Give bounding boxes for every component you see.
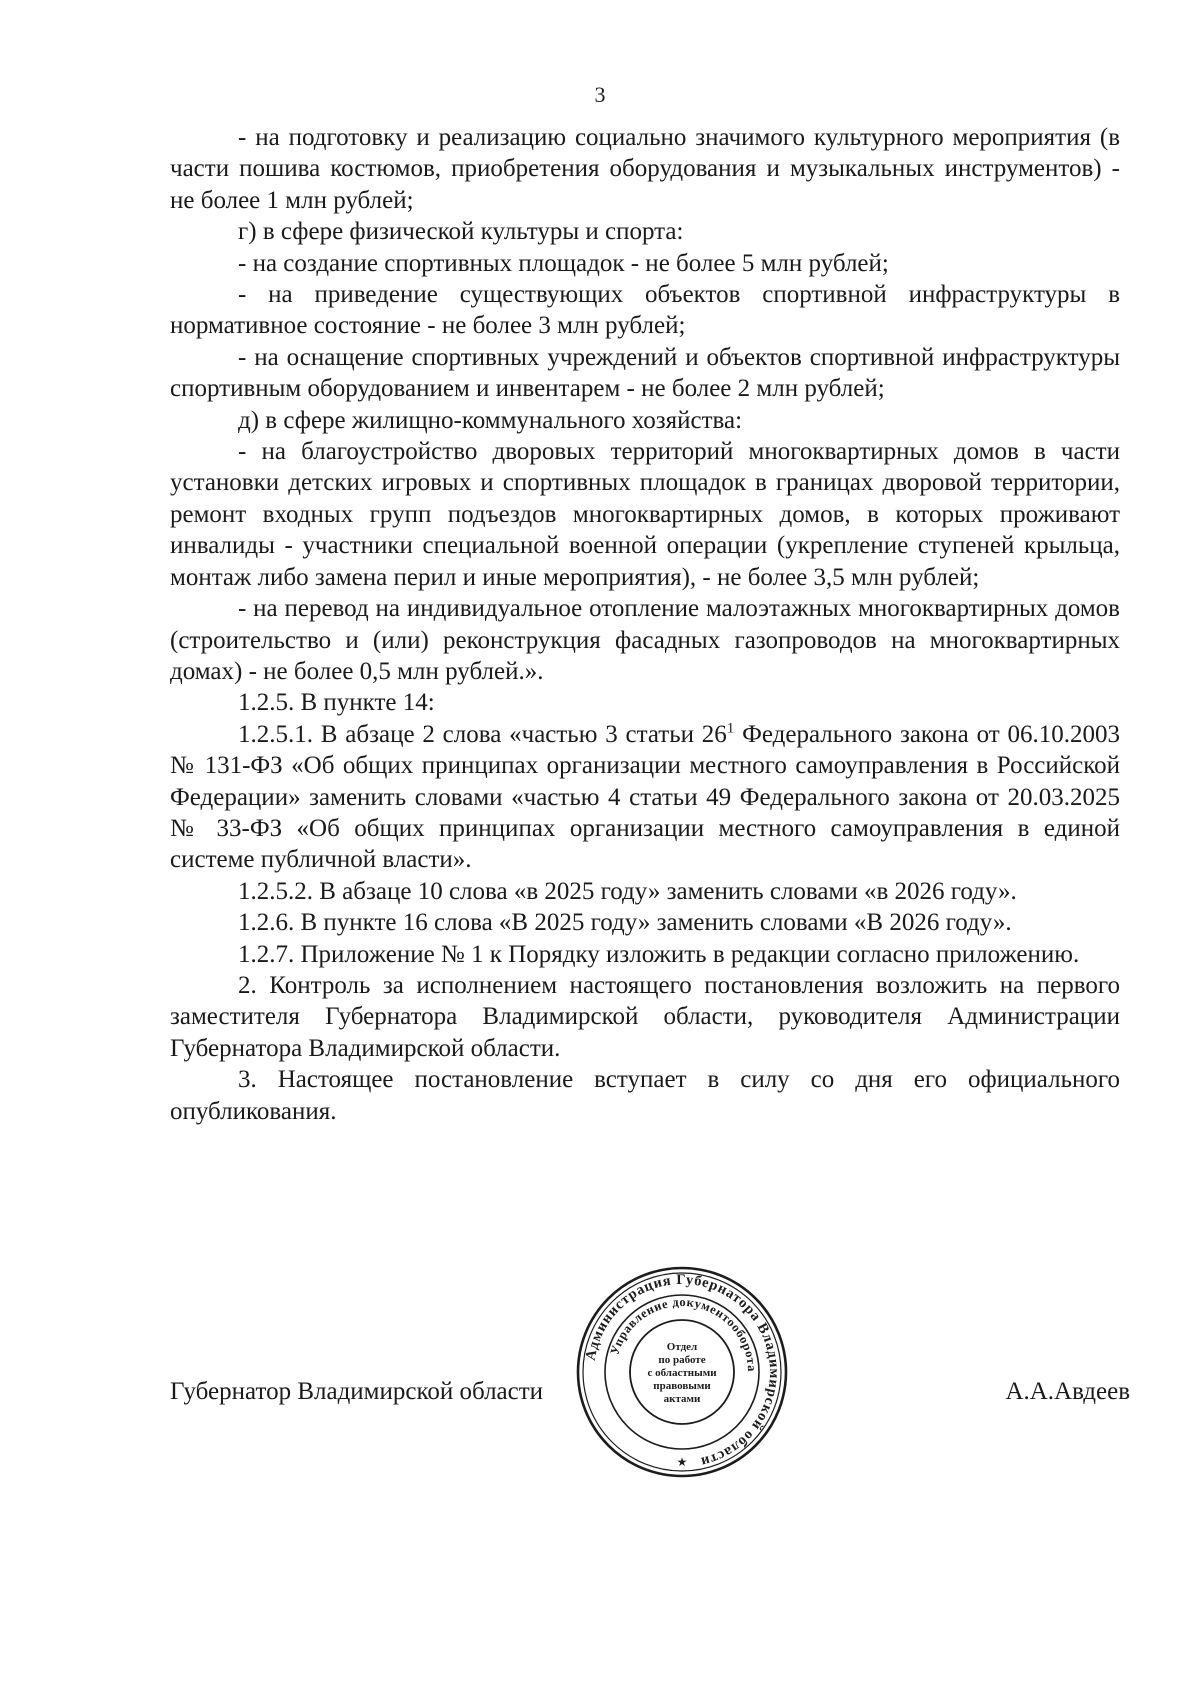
paragraph-sport-grounds: - на создание спортивных площадок - не более 5 млн рублей; [238, 249, 889, 277]
paragraph-sport-equipment: - на оснащение спортивных учреждений и объектов спортивной инфраструктуры спортивным оборудованием и инвентарем - не более 2 млн рублей; [170, 343, 1120, 403]
signer-title: Губернатор Владимирской области [170, 1378, 544, 1405]
official-seal [572, 1262, 792, 1482]
paragraph-1-2-7: 1.2.7. Приложение № 1 к Порядку изложить в редакции согласно приложению. [238, 940, 1080, 968]
paragraph-1-2-5: 1.2.5. В пункте 14: [238, 689, 435, 717]
seal-center-line: актами [663, 1393, 701, 1405]
paragraph-1-2-5-1-start: 1.2.5.1. В абзаце 2 слова «частью 3 статьи 26 [238, 720, 727, 748]
seal-center-line: Отдел [666, 1341, 698, 1353]
signer-name: А.А.Авдеев [1005, 1378, 1130, 1405]
paragraph-housing-heading: д) в сфере жилищно-коммунального хозяйства: [238, 406, 743, 434]
paragraph-sport-heading: г) в сфере физической культуры и спорта: [238, 218, 684, 246]
superscript-marker: 1 [726, 720, 735, 737]
seal-center-line: по работе [658, 1354, 706, 1366]
seal-center-line: правовыми [653, 1380, 711, 1392]
paragraph-effective-date: 3. Настоящее постановление вступает в силу со дня его официального опубликования. [170, 1066, 1120, 1125]
paragraph-yard-improvement: - на благоустройство дворовых территорий многоквартирных домов в части установки детских игровых и спортивных площадок в границах дворовой территории, ремонт входных групп подъездов многоквартирных домов, в которых проживают инвалиды - участники специальной военной операции (укрепление ступеней крыльца, монтаж либо замена перил и иные мероприятия), - не более 3,5 млн рублей; [170, 438, 1120, 591]
seal-star-icon: ★ [676, 1455, 688, 1469]
paragraph-individual-heating: - на перевод на индивидуальное отопление малоэтажных многоквартирных домов (строительство и (или) реконструкция фасадных газопроводов на многоквартирных домах) - не более 0,5 млн рублей.». [170, 595, 1120, 685]
document-body [170, 122, 1120, 1127]
seal-outer-text: Администрация Губернатора Владимирской области [582, 1271, 783, 1470]
seal-center-line: с областными [647, 1367, 717, 1379]
paragraph-1-2-5-2: 1.2.5.2. В абзаце 10 слова «в 2025 году» заменить словами «в 2026 году». [238, 877, 1017, 905]
paragraph-cultural-event: - на подготовку и реализацию социально значимого культурного мероприятия (в части пошива костюмов, приобретения оборудования и музыкальных инструментов) - не более 1 млн рублей; [170, 124, 1120, 214]
paragraph-1-2-6: 1.2.6. В пункте 16 слова «В 2025 году» заменить словами «В 2026 году». [238, 909, 1012, 937]
page-number: 3 [594, 82, 606, 107]
paragraph-1-2-5-1-end: Федерального закона от 06.10.2003 № 131-ФЗ «Об общих принципах организации местного самоуправления в Российской Федерации» заменить словами «частью 4 статьи 49 Федерального закона от 20.03.2025 № 33-ФЗ «Об общих принципах организации местного самоуправления в единой системе публичной власти». [170, 720, 1120, 874]
paragraph-control: 2. Контроль за исполнением настоящего постановления возложить на первого заместителя Губернатора Владимирской области, руководителя Администрации Губернатора Владимирской области. [170, 971, 1120, 1062]
paragraph-sport-infrastructure: - на приведение существующих объектов спортивной инфраструктуры в нормативное состояние - не более 3 млн рублей; [170, 281, 1120, 340]
seal-graphic [572, 1262, 792, 1482]
paragraph-1-2-5-1 [170, 719, 1120, 876]
seal-inner-text: Управление документооборота [607, 1294, 760, 1373]
